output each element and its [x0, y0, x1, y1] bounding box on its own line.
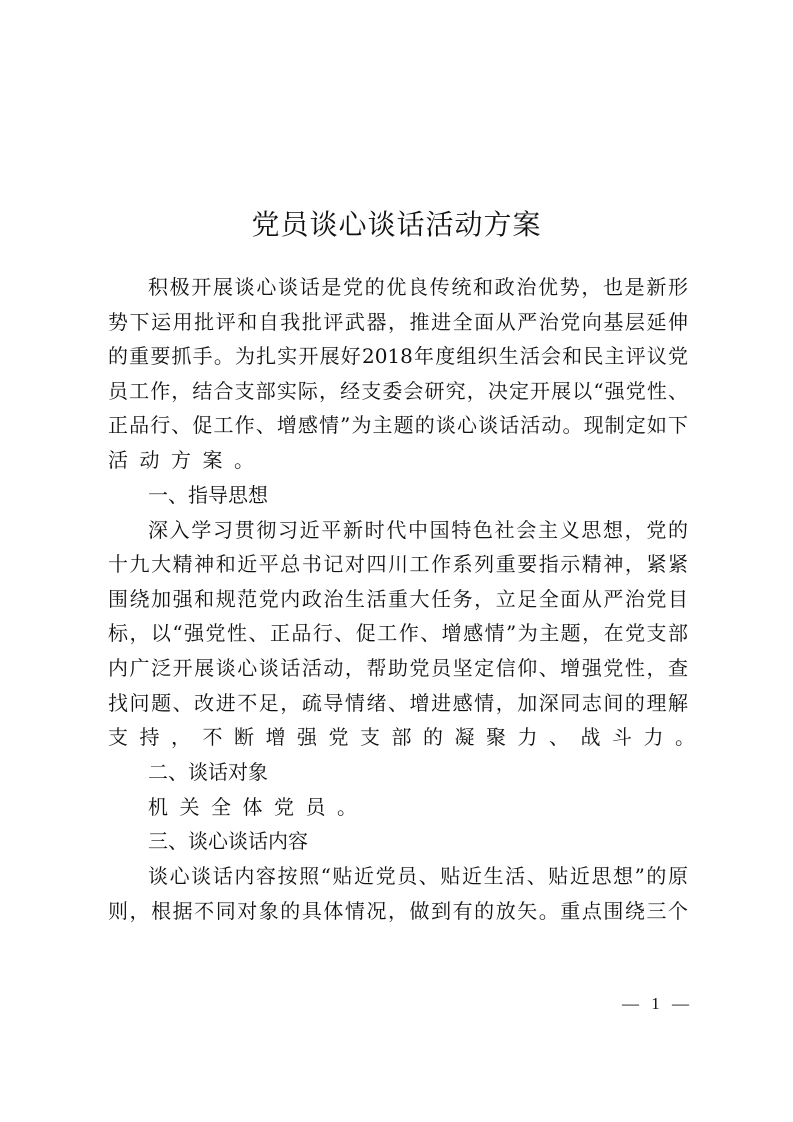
text-line: 标，以“强党性、正品行、促工作、增感情”为主题，在党支部	[108, 621, 688, 646]
paragraph	[108, 513, 707, 755]
section-heading: 二、谈话对象	[148, 759, 268, 784]
text-line: 支持，不断增强党支部的凝聚力、战斗力。	[108, 725, 707, 750]
text-line: 势下运用批评和自我批评武器，推进全面从严治党向基层延伸	[108, 309, 688, 334]
paragraph	[108, 859, 688, 928]
paragraph	[108, 790, 688, 825]
text-line: 内广泛开展谈心谈话活动，帮助党员坚定信仰、增强党性，查	[108, 655, 688, 680]
text-line: 正品行、促工作、增感情”为主题的谈心谈话活动。现制定如下	[108, 413, 688, 438]
text-line: 机关全体党员。	[148, 794, 369, 819]
text-line: 十九大精神和近平总书记对四川工作系列重要指示精神，紧紧	[108, 552, 688, 577]
text-line: 的重要抓手。为扎实开展好2018年度组织生活会和民主评议党	[108, 344, 688, 369]
text-line: 围绕加强和规范党内政治生活重大任务，立足全面从严治党目	[108, 586, 688, 611]
text-line: 深入学习贯彻习近平新时代中国特色社会主义思想，党的	[148, 517, 688, 542]
text-line: 谈心谈话内容按照“贴近党员、贴近生活、贴近思想”的原	[148, 864, 688, 889]
text-line: 找问题、改进不足，疏导情绪、增进感情，加深同志间的理解	[108, 690, 688, 715]
page-number: — 1 —	[622, 994, 693, 1013]
section-heading: 一、指导思想	[148, 482, 268, 507]
text-line: 员工作，结合支部实际，经支委会研究，决定开展以“强党性、	[108, 378, 688, 403]
paragraph	[108, 270, 688, 478]
document-title: 党员谈心谈话活动方案	[251, 208, 542, 241]
text-line: 活动方案。	[108, 447, 266, 472]
document-body	[108, 270, 707, 929]
text-line: 积极开展谈心谈话是党的优良传统和政治优势，也是新形	[148, 275, 688, 299]
section-heading: 三、谈心谈话内容	[148, 829, 308, 854]
text-line: 则，根据不同对象的具体情况，做到有的放矢。重点围绕三个	[108, 898, 688, 923]
